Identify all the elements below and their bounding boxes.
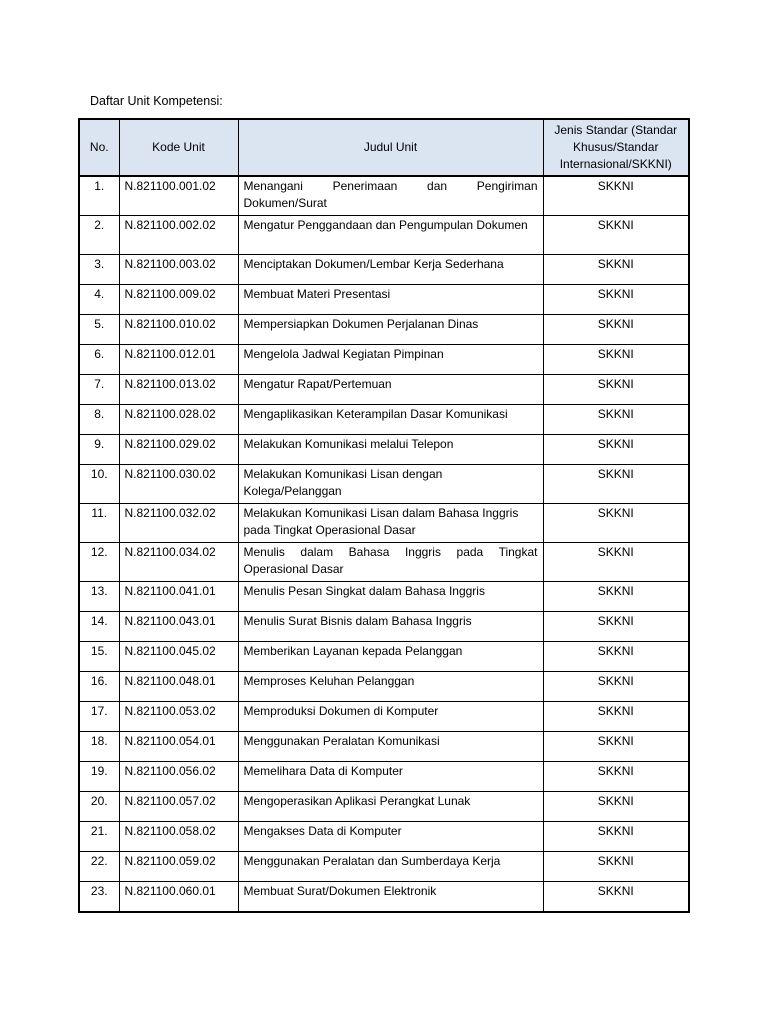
row-number: 21. — [79, 822, 119, 852]
header-judul-unit: Judul Unit — [238, 119, 543, 176]
unit-code: N.821100.048.01 — [119, 672, 238, 702]
unit-code: N.821100.060.01 — [119, 882, 238, 913]
table-body — [79, 176, 689, 912]
unit-code: N.821100.057.02 — [119, 792, 238, 822]
unit-code: N.821100.032.02 — [119, 504, 238, 543]
unit-title: Menulis Surat Bisnis dalam Bahasa Inggris — [238, 612, 543, 642]
standard-type: SKKNI — [543, 732, 689, 762]
row-number: 20. — [79, 792, 119, 822]
standard-type: SKKNI — [543, 315, 689, 345]
unit-title: Memproduksi Dokumen di Komputer — [238, 702, 543, 732]
row-number: 2. — [79, 216, 119, 255]
unit-title: Mengakses Data di Komputer — [238, 822, 543, 852]
table-row — [79, 465, 689, 504]
table-row — [79, 852, 689, 882]
unit-title: Mengelola Jadwal Kegiatan Pimpinan — [238, 345, 543, 375]
unit-code: N.821100.043.01 — [119, 612, 238, 642]
row-number: 9. — [79, 435, 119, 465]
unit-code: N.821100.010.02 — [119, 315, 238, 345]
standard-type: SKKNI — [543, 822, 689, 852]
table-row — [79, 792, 689, 822]
unit-code: N.821100.059.02 — [119, 852, 238, 882]
standard-type: SKKNI — [543, 612, 689, 642]
table-header-row — [79, 119, 689, 176]
table-row — [79, 642, 689, 672]
unit-code: N.821100.013.02 — [119, 375, 238, 405]
unit-code: N.821100.002.02 — [119, 216, 238, 255]
unit-title: Menulis Pesan Singkat dalam Bahasa Inggris — [238, 582, 543, 612]
standard-type: SKKNI — [543, 345, 689, 375]
unit-code: N.821100.056.02 — [119, 762, 238, 792]
row-number: 16. — [79, 672, 119, 702]
unit-title: Melakukan Komunikasi Lisan dalam Bahasa Inggris pada Tingkat Operasional Dasar — [238, 504, 543, 543]
row-number: 6. — [79, 345, 119, 375]
table-row — [79, 732, 689, 762]
unit-title: Mengoperasikan Aplikasi Perangkat Lunak — [238, 792, 543, 822]
row-number: 4. — [79, 285, 119, 315]
table-row — [79, 612, 689, 642]
standard-type: SKKNI — [543, 762, 689, 792]
row-number: 19. — [79, 762, 119, 792]
standard-type: SKKNI — [543, 672, 689, 702]
table-row — [79, 882, 689, 913]
unit-title: Memproses Keluhan Pelanggan — [238, 672, 543, 702]
standard-type: SKKNI — [543, 435, 689, 465]
unit-title: Menulis dalam Bahasa Inggris pada Tingkat Operasional Dasar — [238, 543, 543, 582]
unit-code: N.821100.003.02 — [119, 255, 238, 285]
table-row — [79, 315, 689, 345]
unit-title: Memelihara Data di Komputer — [238, 762, 543, 792]
table-row — [79, 504, 689, 543]
standard-type: SKKNI — [543, 176, 689, 216]
row-number: 7. — [79, 375, 119, 405]
row-number: 11. — [79, 504, 119, 543]
row-number: 1. — [79, 176, 119, 216]
unit-title: Mengatur Rapat/Pertemuan — [238, 375, 543, 405]
unit-code: N.821100.054.01 — [119, 732, 238, 762]
table-row — [79, 543, 689, 582]
unit-code: N.821100.029.02 — [119, 435, 238, 465]
table-row — [79, 672, 689, 702]
unit-title: Menggunakan Peralatan dan Sumberdaya Kerja — [238, 852, 543, 882]
unit-title: Menggunakan Peralatan Komunikasi — [238, 732, 543, 762]
unit-code: N.821100.034.02 — [119, 543, 238, 582]
table-row — [79, 255, 689, 285]
competency-unit-table — [78, 118, 690, 913]
table-row — [79, 435, 689, 465]
standard-type: SKKNI — [543, 285, 689, 315]
standard-type: SKKNI — [543, 405, 689, 435]
header-jenis-standar: Jenis Standar (Standar Khusus/Standar Internasional/SKKNI) — [543, 119, 689, 176]
standard-type: SKKNI — [543, 375, 689, 405]
standard-type: SKKNI — [543, 882, 689, 913]
unit-title: Melakukan Komunikasi melalui Telepon — [238, 435, 543, 465]
table-row — [79, 375, 689, 405]
table-row — [79, 582, 689, 612]
standard-type: SKKNI — [543, 255, 689, 285]
table-row — [79, 285, 689, 315]
table-row — [79, 762, 689, 792]
row-number: 12. — [79, 543, 119, 582]
unit-title: Mengatur Penggandaan dan Pengumpulan Dokumen — [238, 216, 543, 255]
unit-code: N.821100.028.02 — [119, 405, 238, 435]
unit-code: N.821100.053.02 — [119, 702, 238, 732]
row-number: 23. — [79, 882, 119, 913]
standard-type: SKKNI — [543, 582, 689, 612]
row-number: 13. — [79, 582, 119, 612]
unit-code: N.821100.009.02 — [119, 285, 238, 315]
unit-code: N.821100.030.02 — [119, 465, 238, 504]
standard-type: SKKNI — [543, 702, 689, 732]
table-row — [79, 702, 689, 732]
standard-type: SKKNI — [543, 504, 689, 543]
unit-code: N.821100.012.01 — [119, 345, 238, 375]
standard-type: SKKNI — [543, 792, 689, 822]
unit-title: Melakukan Komunikasi Lisan dengan Kolega/Pelanggan — [238, 465, 543, 504]
table-row — [79, 405, 689, 435]
unit-title: Mempersiapkan Dokumen Perjalanan Dinas — [238, 315, 543, 345]
row-number: 8. — [79, 405, 119, 435]
row-number: 22. — [79, 852, 119, 882]
unit-code: N.821100.041.01 — [119, 582, 238, 612]
row-number: 10. — [79, 465, 119, 504]
table-row — [79, 216, 689, 255]
standard-type: SKKNI — [543, 543, 689, 582]
standard-type: SKKNI — [543, 216, 689, 255]
row-number: 5. — [79, 315, 119, 345]
unit-title: Menciptakan Dokumen/Lembar Kerja Sederhana — [238, 255, 543, 285]
table-row — [79, 822, 689, 852]
table-row — [79, 176, 689, 216]
unit-title: Menangani Penerimaan dan Pengiriman Dokumen/Surat — [238, 176, 543, 216]
unit-code: N.821100.045.02 — [119, 642, 238, 672]
header-kode-unit: Kode Unit — [119, 119, 238, 176]
unit-title: Memberikan Layanan kepada Pelanggan — [238, 642, 543, 672]
standard-type: SKKNI — [543, 852, 689, 882]
standard-type: SKKNI — [543, 465, 689, 504]
unit-code: N.821100.001.02 — [119, 176, 238, 216]
row-number: 3. — [79, 255, 119, 285]
row-number: 17. — [79, 702, 119, 732]
row-number: 14. — [79, 612, 119, 642]
row-number: 15. — [79, 642, 119, 672]
unit-title: Membuat Materi Presentasi — [238, 285, 543, 315]
row-number: 18. — [79, 732, 119, 762]
standard-type: SKKNI — [543, 642, 689, 672]
header-no: No. — [79, 119, 119, 176]
table-caption: Daftar Unit Kompetensi: — [90, 94, 223, 108]
unit-code: N.821100.058.02 — [119, 822, 238, 852]
unit-title: Membuat Surat/Dokumen Elektronik — [238, 882, 543, 913]
table-row — [79, 345, 689, 375]
unit-title: Mengaplikasikan Keterampilan Dasar Komunikasi — [238, 405, 543, 435]
